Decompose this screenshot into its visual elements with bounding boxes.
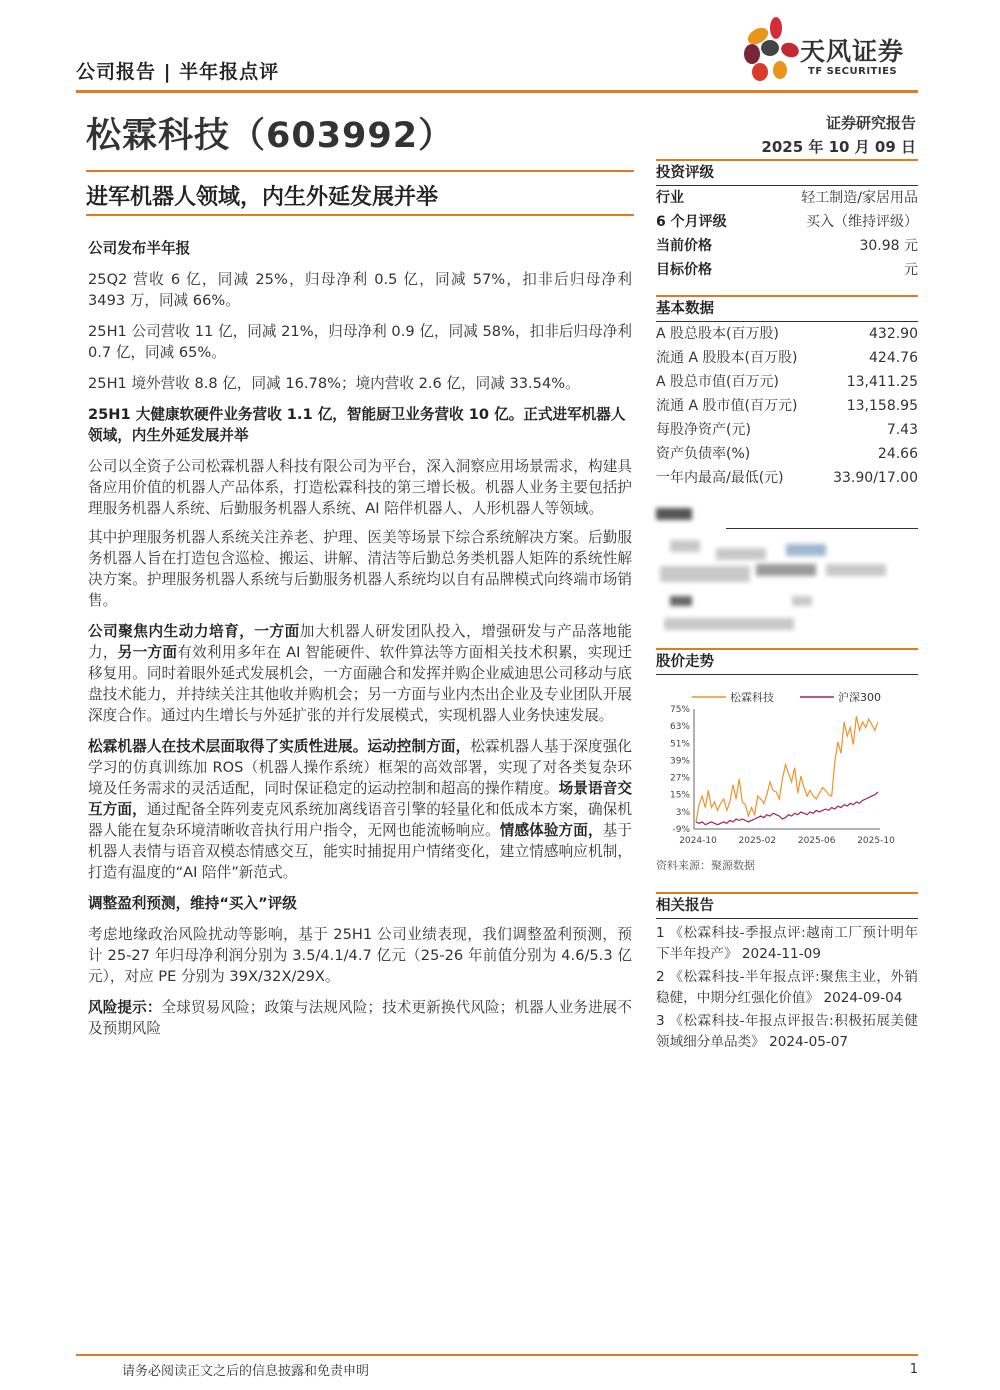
panel-rule — [656, 918, 918, 919]
related-report-date: 2024-05-07 — [769, 1034, 849, 1050]
rating-row — [656, 186, 918, 210]
related-panel — [656, 892, 918, 1055]
paragraph: 25H1 境外营收 8.8 亿，同减 16.78%；境内营收 2.6 亿，同减 33.54%。 — [88, 375, 580, 392]
row-value: 424.76 — [869, 350, 918, 366]
basic-data-row — [656, 394, 918, 418]
y-tick-label: 27% — [669, 773, 690, 784]
paragraph — [88, 736, 632, 883]
redaction — [826, 564, 886, 576]
bold-lead: 另一方面 — [117, 644, 178, 661]
basic-rows — [656, 322, 918, 490]
y-tick-label: -9% — [672, 825, 690, 835]
basic-data-row — [656, 466, 918, 490]
report-type: 证券研究报告 — [825, 114, 916, 132]
row-value: 432.90 — [869, 326, 918, 342]
y-tick-label: 63% — [669, 722, 690, 733]
row-label: 每股净资产(元) — [656, 422, 751, 438]
related-report-item[interactable] — [656, 1011, 918, 1053]
risk-paragraph — [88, 997, 632, 1039]
basic-data-row — [656, 418, 918, 442]
rating-rows — [656, 186, 918, 282]
section-heading: 公司发布半年报 — [88, 240, 191, 257]
related-report-date: 2024-11-09 — [741, 946, 821, 962]
subtitle-top-rule — [86, 170, 634, 172]
redaction — [664, 618, 794, 630]
main-body — [88, 238, 632, 1049]
series-line-index — [696, 792, 878, 825]
footer-disclaimer: 请务必阅读正文之后的信息披露和免责申明 — [122, 1364, 370, 1379]
row-value: 13,158.95 — [846, 398, 918, 414]
related-report-item[interactable] — [656, 923, 918, 965]
row-label: 当前价格 — [656, 238, 712, 254]
x-tick-label: 2025-06 — [797, 836, 836, 846]
redaction — [670, 540, 700, 552]
y-tick-label: 51% — [669, 739, 690, 750]
header-divider — [76, 90, 918, 93]
rating-row — [656, 234, 918, 258]
row-value: 13,411.25 — [846, 374, 918, 390]
row-label: 行业 — [656, 190, 684, 206]
row-value: 30.98 元 — [859, 238, 918, 254]
row-value: 24.66 — [877, 446, 918, 462]
related-report-title: 3 《松霖科技-年报点评报告:积极拓展美健领域细分单品类》 — [656, 1013, 918, 1050]
panel-title: 相关报告 — [656, 898, 714, 914]
paragraph: 公司以全资子公司松霖机器人科技有限公司为平台，深入洞察应用场景需求，构建具备应用价值的机器人产品体系，打造松霖科技的第三增长极。机器人业务主要包括护理服务机器人系统、后勤服务机器人系统、AI 陪伴机器人、人形机器人等领域。 — [88, 458, 632, 517]
legend-label: 松霖科技 — [730, 691, 774, 704]
x-tick-label: 2024-10 — [679, 836, 717, 846]
report-category: 公司报告 | 半年报点评 — [76, 61, 280, 83]
row-value: 元 — [904, 262, 918, 278]
redaction — [660, 566, 750, 582]
footer-divider — [76, 1354, 918, 1356]
related-report-title: 1 《松霖科技-季报点评:越南工厂预计明年下半年投产》 — [656, 925, 918, 962]
redaction — [756, 564, 816, 576]
redaction — [786, 544, 826, 556]
tf-logo-icon — [738, 16, 800, 86]
row-value: 33.90/17.00 — [833, 470, 918, 486]
text-run: 通过配备全阵列麦克风系统加离线语音引擎的轻量化和低成本方案，确保机器人能在复杂环境清晰收音执行用户指令，无网也能流畅响应。 — [88, 801, 632, 839]
price-chart — [656, 675, 918, 855]
row-label: A 股总股本(百万股) — [656, 326, 779, 342]
x-tick-label: 2025-02 — [738, 836, 777, 846]
panel-title: 投资评级 — [656, 165, 714, 181]
rating-row — [656, 210, 918, 234]
bold-lead: 公司聚焦内生动力培育，一方面 — [88, 623, 300, 640]
logo-text-en: TF SECURITIES — [808, 66, 898, 77]
related-list — [656, 923, 918, 1053]
row-label: 流通 A 股股本(百万股) — [656, 350, 798, 366]
text-run: 全球贸易风险；政策与法规风险；技术更新换代风险；机器人业务进展不及预期风险 — [88, 999, 632, 1037]
basic-data-row — [656, 442, 918, 466]
logo-text-cn: 天风证券 — [800, 37, 905, 66]
redaction — [656, 508, 692, 520]
series-line-stock — [696, 716, 878, 822]
redaction — [792, 596, 812, 606]
legend-label: 沪深300 — [838, 691, 881, 704]
bold-lead: 情感体验方面， — [499, 822, 603, 839]
y-tick-label: 39% — [669, 756, 690, 767]
row-value: 7.43 — [886, 422, 918, 438]
x-tick-label: 2025-10 — [857, 836, 895, 846]
row-label: 6 个月评级 — [656, 214, 727, 230]
row-label: 一年内最高/最低(元) — [656, 470, 784, 486]
row-value: 买入（维持评级） — [806, 214, 918, 230]
redaction — [670, 596, 692, 606]
panel-rule — [726, 528, 918, 529]
paragraph: 考虑地缘政治风险扰动等影响，基于 25H1 公司业绩表现，我们调整盈利预测，预计 25-27 年归母净利润分别为 3.5/4.1/4.7 亿元（25-26 年前值分别为 4.6/5.3 亿元），对应 PE 分别为 39X/32X/29X。 — [88, 926, 632, 985]
paragraph: 其中护理服务机器人系统关注养老、护理、医美等场景下综合系统解决方案。后勤服务机器人旨在打造包含巡检、搬运、讲解、清洁等后勤总务类机器人矩阵的系统性解决方案。护理服务机器人系统与后勤服务机器人系统均以自有品牌模式向终端市场销售。 — [88, 529, 632, 609]
related-report-date: 2024-09-04 — [823, 990, 903, 1006]
report-date: 2025 年 10 月 09 日 — [761, 138, 916, 156]
paragraph — [88, 621, 632, 726]
section-heading: 25H1 大健康软硬件业务营收 1.1 亿，智能厨卫业务营收 10 亿。正式进军机器人领域，内生外延发展并举 — [88, 406, 626, 444]
related-report-item[interactable] — [656, 967, 918, 1009]
panel-title: 股价走势 — [656, 654, 714, 670]
company-title: 松霖科技（603992） — [86, 116, 455, 156]
page-number: 1 — [909, 1362, 918, 1377]
y-tick-label: 75% — [669, 705, 690, 715]
redacted-block — [656, 500, 918, 640]
basic-data-panel — [656, 295, 918, 490]
redaction — [716, 548, 766, 560]
section-heading: 调整盈利预测，维持“买入”评级 — [88, 895, 297, 912]
rating-row — [656, 258, 918, 282]
row-label: 流通 A 股市值(百万元) — [656, 398, 798, 414]
text-run: 加大机器人研发团队投入，增强研发与产品落地能力， — [88, 623, 632, 661]
row-label: 资产负债率(%) — [656, 446, 751, 462]
text-run: 基于机器人表情与语音双模态情感交互，能实时捕捉用户情绪变化，建立情感响应机制，打造有温度的“AI 陪伴”新范式。 — [88, 822, 632, 881]
bold-lead: 场景语音交互方面， — [88, 780, 632, 818]
text-run: 松霖机器人基于深度强化学习的仿真训练加 ROS（机器人操作系统）框架的高效部署，实现了对各类复杂环境及任务需求的灵活适配，同时保证稳定的运动控制和超高的操作精度。 — [88, 738, 632, 797]
paragraph: 25Q2 营收 6 亿，同减 25%，归母净利 0.5 亿，同减 57%，扣非后归母净利 3493 万，同减 66%。 — [88, 271, 632, 309]
y-tick-label: 3% — [675, 807, 690, 818]
subtitle-bottom-rule — [86, 214, 634, 216]
related-report-title: 2 《松霖科技-半年报点评:聚焦主业，外销稳健，中期分红强化价值》 — [656, 969, 918, 1006]
row-label: A 股总市值(百万元) — [656, 374, 779, 390]
basic-data-row — [656, 322, 918, 346]
basic-data-row — [656, 370, 918, 394]
paragraph: 25H1 公司营收 11 亿，同减 21%，归母净利 0.9 亿，同减 58%，扣非后归母净利 0.7 亿，同减 65%。 — [88, 323, 632, 361]
text-run: 有效利用多年在 AI 智能硬件、软件算法等方面相关技术积累，实现迁移复用。同时着眼外延式发展机会，一方面融合和发挥并购企业威迪思公司移动与底盘技术能力，并持续关注其他收并购机会；另一方面与业内杰出企业及专业团队开展深度合作。通过内生增长与外延扩张的并行发展模式，实现机器人业务快速发展。 — [88, 644, 632, 724]
panel-title: 基本数据 — [656, 301, 714, 317]
row-label: 目标价格 — [656, 262, 712, 278]
y-tick-label: 15% — [669, 790, 690, 801]
bold-lead: 松霖机器人在技术层面取得了实质性进展。运动控制方面， — [88, 738, 471, 755]
price-chart-panel — [656, 648, 918, 873]
basic-data-row — [656, 346, 918, 370]
row-value: 轻工制造/家居用品 — [801, 190, 918, 206]
report-subtitle: 进军机器人领域，内生外延发展并举 — [86, 185, 439, 210]
bold-lead: 风险提示： — [88, 999, 162, 1016]
rating-panel — [656, 159, 918, 282]
chart-source: 资料来源：聚源数据 — [656, 859, 755, 872]
